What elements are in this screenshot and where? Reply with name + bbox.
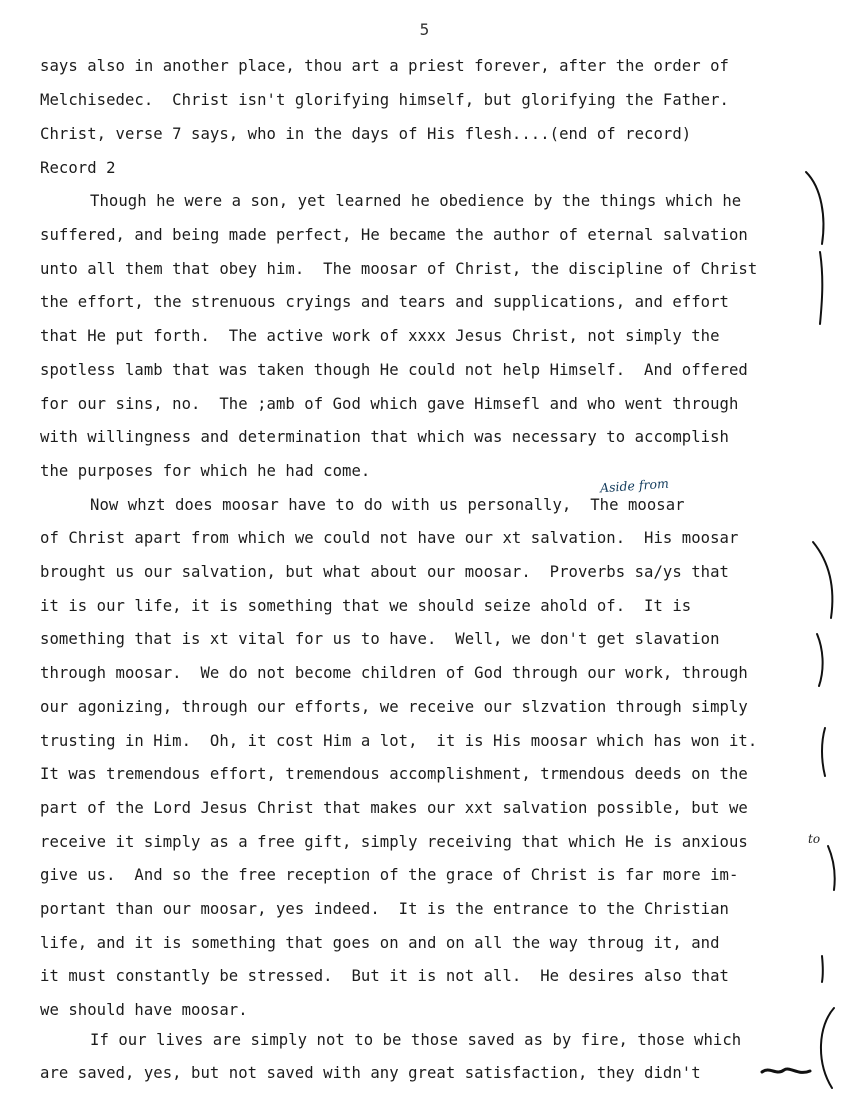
margin-bracket-mark: [805, 538, 845, 778]
ink-scribble-mark: [760, 1064, 812, 1078]
text-line: Though he were a son, yet learned he obedience by the things which he: [90, 192, 742, 210]
text-line: give us. And so the free reception of the grace of Christ is far more im-: [40, 866, 739, 884]
text-line: Now whzt does moosar have to do with us personally, The moosar: [90, 496, 685, 514]
text-line: the purposes for which he had come.: [40, 462, 371, 480]
text-line: for our sins, no. The ;amb of God which gave Himsefl and who went through: [40, 395, 739, 413]
text-line: trusting in Him. Oh, it cost Him a lot, it is His moosar which has won it.: [40, 732, 758, 750]
text-line: the effort, the strenuous cryings and tears and supplications, and effort: [40, 293, 729, 311]
text-line: it is our life, it is something that we should seize ahold of. It is: [40, 597, 692, 615]
text-line: spotless lamb that was taken though He could not help Himself. And offered: [40, 361, 748, 379]
text-line: with willingness and determination that which was necessary to accomplish: [40, 428, 729, 446]
margin-annotation: to: [808, 832, 821, 846]
text-line: If our lives are simply not to be those saved as by fire, those which: [90, 1031, 742, 1049]
text-line: it must constantly be stressed. But it is not all. He desires also that: [40, 967, 729, 985]
text-line: portant than our moosar, yes indeed. It is the entrance to the Christian: [40, 900, 729, 918]
handwritten-insertion: Aside from: [599, 475, 670, 496]
text-line: through moosar. We do not become children of God through our work, through: [40, 664, 748, 682]
text-line: brought us our salvation, but what about our moosar. Proverbs sa/ys that: [40, 563, 729, 581]
margin-bracket-mark: [810, 840, 845, 1090]
text-line: life, and it is something that goes on and on all the way throug it, and: [40, 934, 720, 952]
text-line: that He put forth. The active work of xxxx Jesus Christ, not simply the: [40, 327, 720, 345]
text-line: our agonizing, through our efforts, we receive our slzvation through simply: [40, 698, 748, 716]
text-line: receive it simply as a free gift, simply receiving that which He is anxious: [40, 833, 748, 851]
text-line: Melchisedec. Christ isn't glorifying himself, but glorifying the Father.: [40, 91, 729, 109]
text-line: unto all them that obey him. The moosar of Christ, the discipline of Christ: [40, 260, 758, 278]
text-line: It was tremendous effort, tremendous accomplishment, trmendous deeds on the: [40, 765, 748, 783]
text-line: something that is xt vital for us to have. Well, we don't get slavation: [40, 630, 720, 648]
text-line: says also in another place, thou art a priest forever, after the order of: [40, 57, 729, 75]
text-line: Christ, verse 7 says, who in the days of His flesh....(end of record): [40, 125, 692, 143]
margin-bracket-mark: [800, 168, 840, 328]
text-line: Record 2: [40, 159, 116, 177]
text-line: part of the Lord Jesus Christ that makes our xxt salvation possible, but we: [40, 799, 748, 817]
text-line: of Christ apart from which we could not have our xt salvation. His moosar: [40, 529, 739, 547]
text-line: suffered, and being made perfect, He became the author of eternal salvation: [40, 226, 748, 244]
text-line: we should have moosar.: [40, 1001, 248, 1019]
text-line: are saved, yes, but not saved with any great satisfaction, they didn't: [40, 1064, 701, 1082]
page-number: 5: [419, 20, 430, 39]
